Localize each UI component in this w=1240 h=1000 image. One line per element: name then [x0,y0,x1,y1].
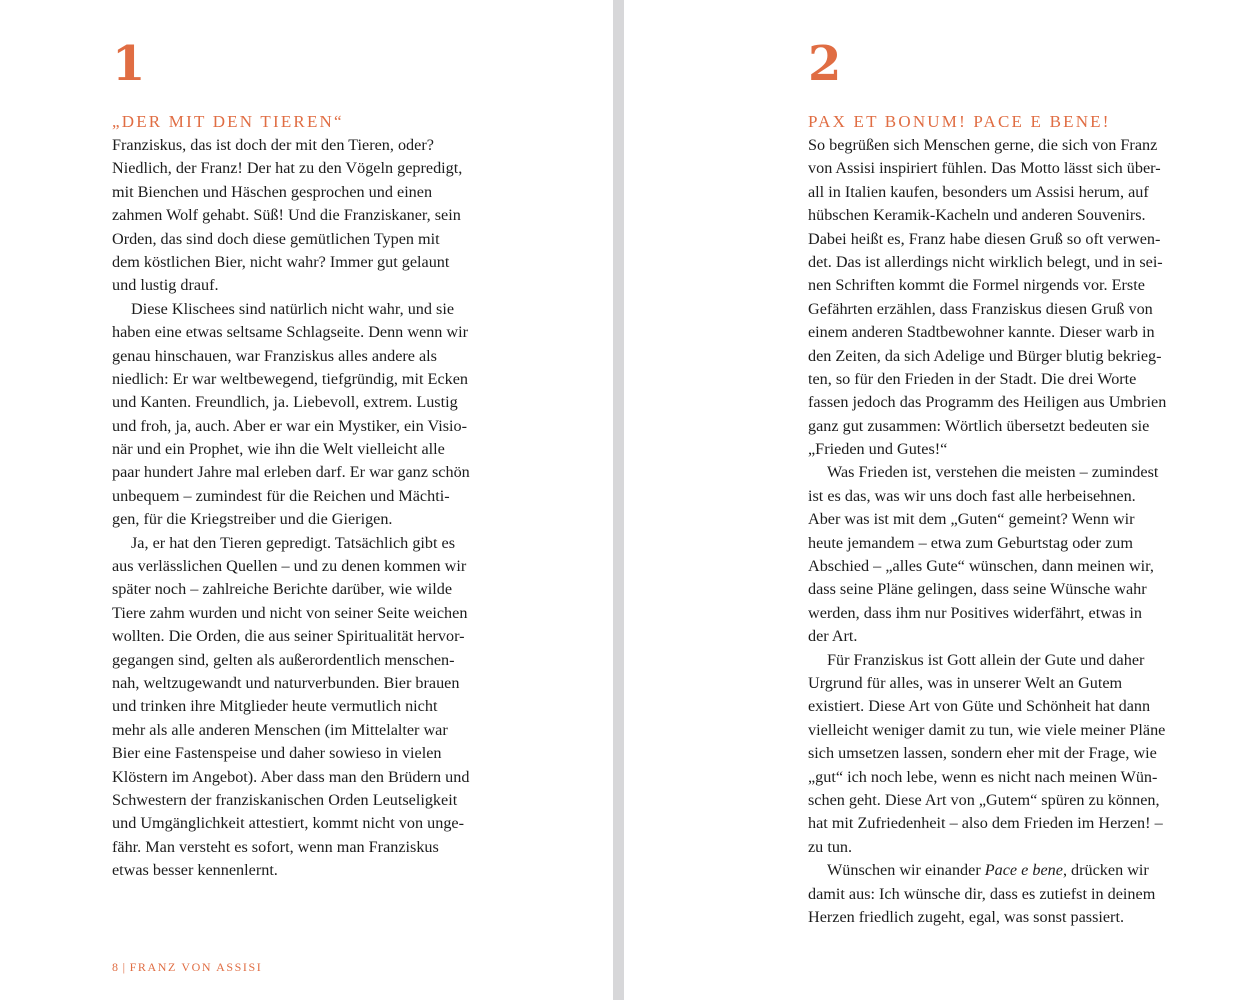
text-line: einem anderen Stadtbewohner kannte. Dieser warb in [808,323,1155,342]
text-line: unbequem – zumindest für die Reichen und Mächti- [112,486,450,505]
text-line: werden, dass ihm nur Positives widerfährt, etwas in [808,603,1143,622]
text-line: später noch – zahlreiche Berichte darüber, wie wilde [112,580,453,599]
body-text [808,134,1166,929]
text-line: und Kanten. Freundlich, ja. Liebevoll, extrem. Lustig [112,393,458,412]
text-line: det. Das ist allerdings nicht wirklich belegt, und in sei- [808,252,1163,271]
text-line: nen Schriften kommt die Formel nirgends vor. Erste [808,276,1145,295]
text-line: fassen jedoch das Programm des Heiligen aus Umbrien [808,393,1167,412]
text-line: sich umsetzen lassen, sondern eher mit der Frage, wie [808,744,1157,763]
text-line: den Zeiten, da sich Adelige und Bürger blutig bekrieg- [808,346,1162,365]
text-line: Aber was ist mit dem „Guten“ gemeint? Wenn wir [808,510,1135,529]
text-line: Schwestern der franziskanischen Orden Leutseligkeit [112,790,458,809]
footer-separator: | [122,960,127,974]
text-line: gegangen sind, gelten als außerordentlich menschen- [112,650,455,669]
text-line: heute jemandem – etwa zum Geburtstag oder zum [808,533,1133,552]
text-line: Urgrund für alles, was in unserer Welt an Gutem [808,673,1123,692]
text-line: Herzen friedlich zugeht, egal, was sonst passiert. [808,907,1124,926]
text-line: „gut“ ich noch lebe, wenn es nicht nach meinen Wün- [808,767,1158,786]
text-line: mit Bienchen und Häschen gesprochen und einen [112,182,433,201]
chapter-number: 1 [112,36,146,92]
text-line: Niedlich, der Franz! Der hat zu den Vögeln gepredigt, [112,159,463,178]
text-line: Tiere zahm wurden und nicht von seiner Seite weichen [112,603,468,622]
text-line: existiert. Diese Art von Güte und Schönheit hat dann [808,697,1151,716]
text-line: gen, für die Kriegstreiber und die Gierigen. [112,510,393,529]
text-line [808,859,1166,882]
text-line: damit aus: Ich wünsche dir, dass es zutiefst in deinem [808,884,1156,903]
text-line: fähr. Man versteht es sofort, wenn man Franziskus [112,837,439,856]
text-line: zu tun. [808,837,853,856]
text-line: ist es das, was wir uns doch fast alle herbeisehnen. [808,486,1136,505]
text-line: und froh, ja, auch. Aber er war ein Mystiker, ein Visio- [112,416,468,435]
text-line: när und ein Prophet, wie ihn die Welt vielleicht alle [112,440,445,459]
text-line: wollten. Die Orden, die aus seiner Spiritualität hervor- [112,627,465,646]
text-line: „Frieden und Gutes!“ [808,440,948,459]
text-line: Diese Klischees sind natürlich nicht wahr, und sie [131,299,455,318]
text-line: dem köstlichen Bier, nicht wahr? Immer gut gelaunt [112,252,450,271]
text-line: schen geht. Diese Art von „Gutem“ spüren zu können, [808,790,1160,809]
text-line: zahmen Wolf gehabt. Süß! Und die Franziskaner, sein [112,206,461,225]
text-line: aus verlässlichen Quellen – und zu denen kommen wir [112,557,467,576]
text-line: all in Italien kaufen, besonders um Assisi herum, auf [808,182,1149,201]
chapter-title: PAX ET BONUM! PACE E BENE! [808,112,1111,131]
text-line: Orden, das sind doch diese gemütlichen Typen mit [112,229,440,248]
text-line: genau hinschauen, war Franziskus alles andere als [112,346,437,365]
text-segment: Wünschen wir einander [827,861,985,880]
running-title: FRANZ VON ASSISI [129,960,263,974]
text-line: Bier eine Fastenspeise und daher sowieso in vielen [112,744,442,763]
left-page [0,0,613,1000]
text-line: mehr als alle anderen Menschen (im Mittelalter war [112,720,448,739]
text-line: haben eine etwas seltsame Schlagseite. Denn wenn wir [112,323,469,342]
chapter-number: 2 [808,36,842,92]
text-line: und trinken ihre Mitglieder heute vermutlich nicht [112,697,438,716]
text-line: Abschied – „alles Gute“ wünschen, dann meinen wir, [808,557,1154,576]
text-line: dass seine Pläne gelingen, dass seine Wünsche wahr [808,580,1147,599]
page-footer [112,959,262,975]
text-line: vielleicht weniger damit zu tun, wie viele meiner Pläne [808,720,1166,739]
italic-phrase: Pace e bene [984,861,1063,880]
text-line: und lustig drauf. [112,276,219,295]
text-line: der Art. [808,627,858,646]
text-segment: , drücken wir [1062,861,1149,880]
page-number: 8 [112,960,120,974]
text-line: Klöstern im Angebot). Aber dass man den Brüdern und [112,767,470,786]
body-text [112,134,470,883]
chapter-title: „DER MIT DEN TIEREN“ [112,112,344,131]
right-page [624,0,1240,1000]
text-line: Franziskus, das ist doch der mit den Tieren, oder? [112,136,434,154]
text-line: nah, weltzugewandt und naturverbunden. Bier brauen [112,673,460,692]
text-line: Ja, er hat den Tieren gepredigt. Tatsächlich gibt es [131,533,456,552]
text-line: hübschen Keramik-Kacheln und anderen Souvenirs. [808,206,1146,225]
text-line: niedlich: Er war weltbewegend, tiefgründig, mit Ecken [112,369,469,388]
text-line: und Umgänglichkeit attestiert, kommt nicht von unge- [112,814,465,833]
text-line: So begrüßen sich Menschen gerne, die sich von Franz [808,136,1158,154]
text-line: etwas besser kennenlernt. [112,861,278,880]
text-line: ten, so für den Frieden in der Stadt. Die drei Worte [808,369,1137,388]
text-line: paar hundert Jahre mal erleben darf. Er war ganz schön [112,463,470,482]
text-line: Was Frieden ist, verstehen die meisten – zumindest [827,463,1159,482]
text-line: Gefährten erzählen, dass Franziskus diesen Gruß von [808,299,1153,318]
text-line: ganz gut zusammen: Wörtlich übersetzt bedeuten sie [808,416,1150,435]
text-line: hat mit Zufriedenheit – also dem Frieden im Herzen! – [808,814,1163,833]
text-line: Für Franziskus ist Gott allein der Gute und daher [827,650,1145,669]
text-line: Dabei heißt es, Franz habe diesen Gruß so oft verwen- [808,229,1161,248]
text-line: von Assisi inspiriert fühlen. Das Motto lässt sich über- [808,159,1161,178]
book-gutter [613,0,624,1000]
